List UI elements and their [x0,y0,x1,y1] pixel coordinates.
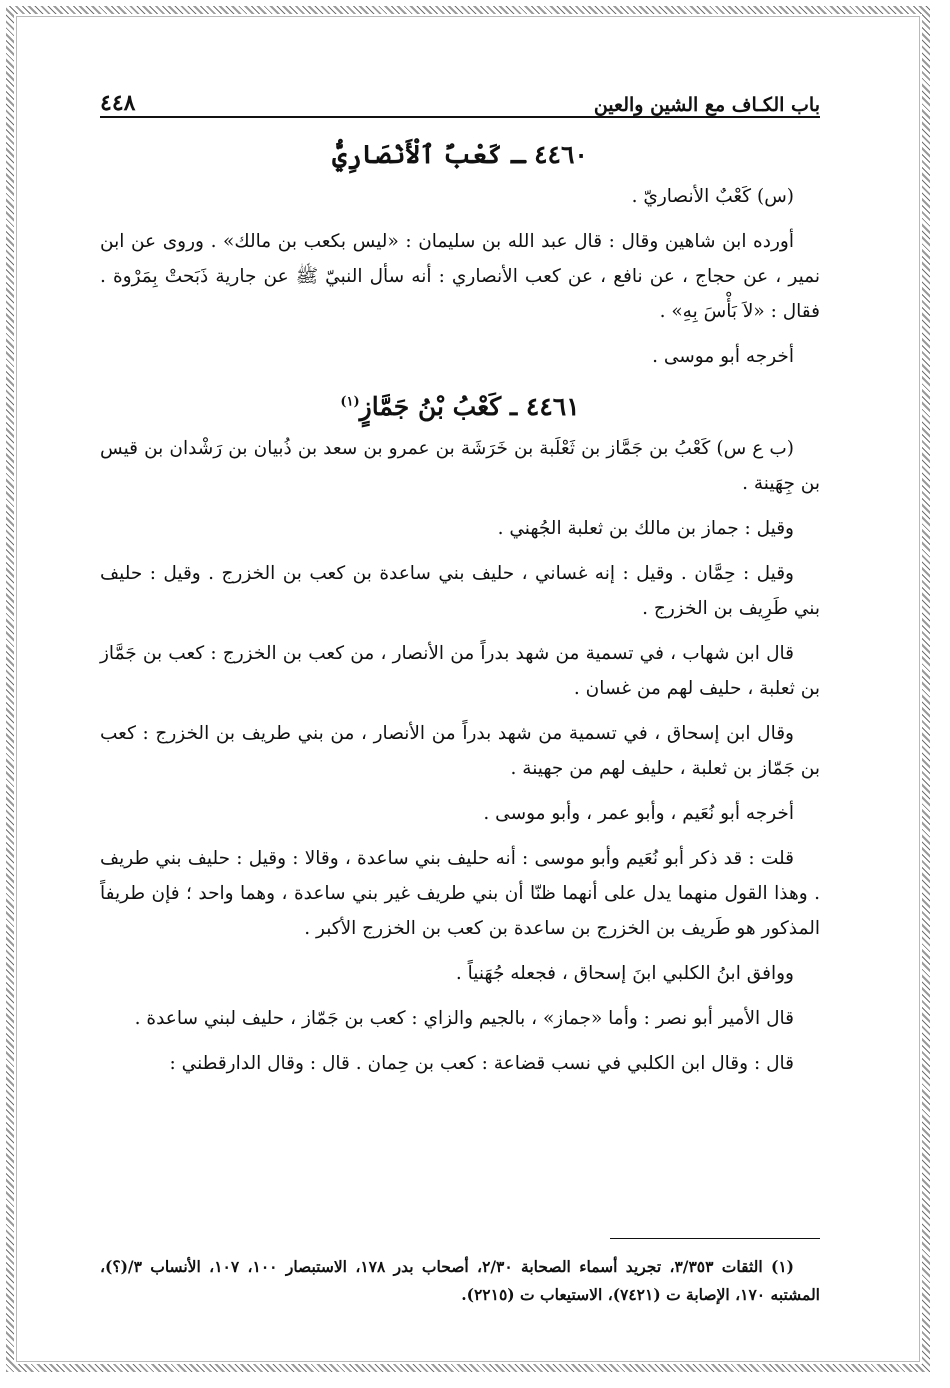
paragraph: أورده ابن شاهين وقال : قال عبد الله بن سليمان : «ليس بكعب بن مالك» . وروى عن ابن نمير ، عن حجاج ، عن نافع ، عن كعب الأنصاري : أنه سأل النبيّ ﷺ عن جارية ذَبَحتْ بِمَرْوة . فقال : «لاَ بَأْسَ بِهِ» . [100,231,820,322]
entry-title-text: ٤٤٦٠ ـ كَعْبٌ ٱلْأَنْصَارِيُّ [332,140,588,169]
entry-title [100,140,820,169]
paragraph: قال الأمير أبو نصر : وأما «جماز» ، بالجيم والزاي : كعب بن جَمّاز ، حليف لبني ساعدة . [134,1008,794,1029]
running-title: باب الكـاف مع الشين والعين [593,94,820,116]
paragraph: (س) كَعْبٌ الأنصاريّ . [631,186,794,207]
page-number: ٤٤٨ [100,90,136,116]
footnote-rule [610,1238,820,1239]
paragraph: وقال ابن إسحاق ، في تسمية من شهد بدراً من الأنصار ، من بني طريف بن الخزرج : كعب بن جَمّاز بن ثعلبة ، حليف لهم من جهينة . [100,723,820,779]
paragraph: وقيل : جماز بن مالك بن ثعلبة الجُهني . [497,518,794,539]
paragraph: أخرجه أبو موسى . [652,346,794,367]
paragraph: قلت : قد ذكر أبو نُعَيم وأبو موسى : أنه حليف بني ساعدة ، وقالا : وقيل : حليف بني طريف . وهذا القول منهما يدل على أنهما ظنّا أن بني طريف غير بني ساعدة ، وهما واحد ؛ فإن طريفاً المذكور هو طَريف بن الخزرج بن ساعدة بن كعب بن الخزرج الأكبر . [100,848,820,939]
entry-title-text: ٤٤٦١ ـ كَعْبُ بْنُ جَمَّازٍ [359,392,580,421]
entry-title [100,392,820,421]
footnote-ref: (١) [340,394,360,410]
paragraph: (ب ع س) كَعْبُ بن جَمَّاز بن ثَعْلَبة بن خَرَشَة بن عمرو بن سعد بن ذُبيان بن رَشْدان بن قيس بن جِهَينة . [100,438,820,494]
paragraph: قال ابن شهاب ، في تسمية من شهد بدراً من الأنصار ، من كعب بن الخزرج : كعب بن جَمَّاز بن ثعلبة ، حليف لهم من غسان . [100,643,820,699]
page-header [100,80,820,118]
entry [100,140,820,374]
footnote: (١) الثقات ٣/٣٥٣، تجريد أسماء الصحابة ٢/٣٠، أصحاب بدر ١٧٨، الاستبصار ١٠٠، ١٠٧، الأنساب ٣/(؟)، المشتبه ١٧٠، الإصابة ت (٧٤٢١)، الاستيعاب ت (٢٢١٥). [100,1257,820,1304]
paragraph: أخرجه أبو نُعَيم ، وأبو عمر ، وأبو موسى . [483,803,794,824]
paragraph: قال : وقال ابن الكلبي في نسب قضاعة : كعب بن حِمان . قال : وقال الدارقطني : [169,1053,794,1074]
paragraph: ووافق ابنُ الكلبي ابنَ إسحاق ، فجعله جُهَنياً . [455,963,794,984]
entry [100,392,820,1081]
page-body [100,80,820,1091]
footnotes [100,1238,820,1309]
paragraph: وقيل : حِمَّان . وقيل : إنه غساني ، حليف بني ساعدة بن كعب بن الخزرج . وقيل : حليف بني طَرِيف بن الخزرج . [100,563,820,619]
